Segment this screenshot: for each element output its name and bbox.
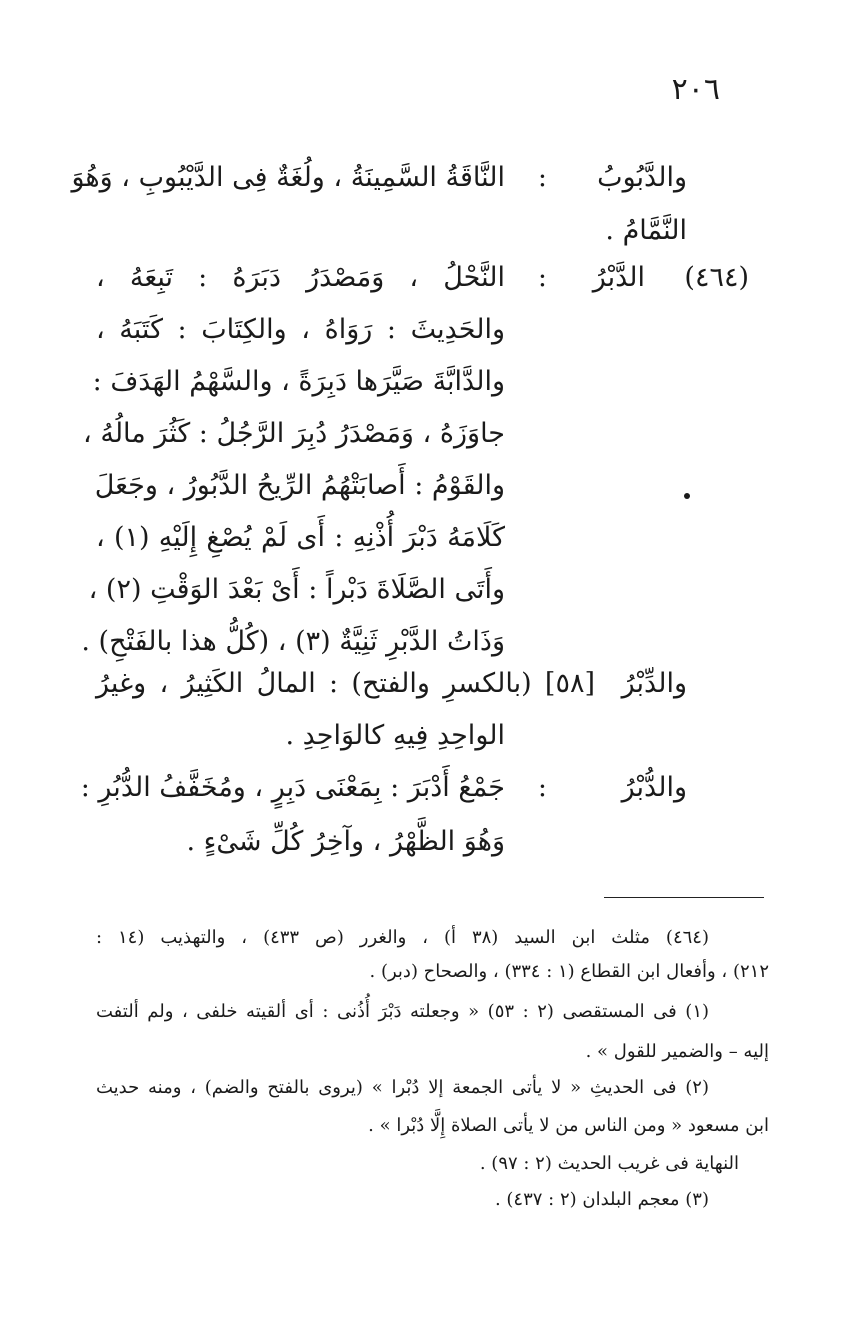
- entry-head-dubr: والدُّبْرُ: [621, 772, 687, 803]
- page-number: ٢٠٦: [671, 72, 720, 107]
- footnote-separator: [604, 897, 764, 898]
- footnote-line: (١) فى المستقصى (٢ : ٥٣) « وجعلته دَبْرَ أُذُنى : أى ألقيته خلفى ، ولم ألتفت: [96, 1001, 710, 1022]
- entry-text-line: الواحِدِ فِيهِ كالوَاحِدِ .: [285, 720, 505, 751]
- entry-text-line: وأَتَى الصَّلَاةَ دَبْراً : أَىْ بَعْدَ الوَقْتِ (٢) ،: [88, 574, 505, 605]
- entry-text-line: النَّمَّامُ .: [605, 215, 687, 246]
- entry-text-line: جاوَزَهُ ، وَمَصْدَرُ دُبِرَ الرَّجُلُ : كَثُرَ مالُهُ ،: [83, 418, 505, 449]
- entry-text-line: كَلَامَهُ دَبْرَ أُذْنِهِ : أَى لَمْ يُصْغِ إِلَيْهِ (١) ،: [96, 522, 505, 553]
- entry-text-line: والدَّابَّةَ صَيَّرَها دَبِرَةً ، والسَّهْمُ الهَدَفَ :: [92, 366, 505, 397]
- entry-number: (٤٦٤): [684, 262, 749, 293]
- entry-text-line: والقَوْمُ : أَصابَتْهُمُ الرِّيحُ الدَّبُورُ ، وجَعَلَ: [94, 470, 505, 501]
- entry-text-line: وَهُوَ الظَّهْرُ ، وآخِرُ كُلِّ شَىْءٍ .: [186, 826, 505, 857]
- entry-separator: :: [537, 772, 547, 803]
- footnote-line: (٤٦٤) مثلث ابن السيد (٣٨ أ) ، والغرر (ص ٤٣٣) ، والتهذيب (١٤ :: [96, 927, 709, 948]
- entry-head-dibr: والدِّبْرُ: [621, 668, 687, 699]
- footnote-line: (٣) معجم البلدان (٢ : ٤٣٧) .: [494, 1189, 709, 1210]
- entry-text-line: النَّحْلُ ، وَمَصْدَرُ دَبَرَهُ : تَبِعَهُ ،: [96, 262, 505, 293]
- footnote-line: ابن مسعود « ومن الناس من لا يأتى الصلاة إِلَّا دُبْرا » .: [368, 1115, 769, 1136]
- entry-head-dabr: الدَّبْرُ: [592, 262, 645, 293]
- entry-separator: :: [537, 262, 547, 293]
- entry-separator: :: [537, 162, 547, 193]
- footnote-line: النهاية فى غريب الحديث (٢ : ٩٧) .: [479, 1153, 739, 1174]
- entry-text-line: جَمْعُ أَدْبَرَ : بِمَعْنَى دَبِرٍ ، ومُخَفَّفُ الدُّبُرِ :: [80, 772, 505, 803]
- entry-text-line: [٥٨] (بالكسرِ والفتح) : المالُ الكَثِيرُ ، وغيرُ: [96, 668, 595, 699]
- footnote-line: إليه – والضمير للقول » .: [585, 1041, 769, 1062]
- margin-dot: [684, 493, 690, 499]
- footnote-line: ٢١٢) ، وأفعال ابن القطاع (١ : ٣٣٤) ، والصحاح (دبر) .: [369, 961, 769, 982]
- entry-text-line: النَّاقَةُ السَّمِينَةُ ، ولُغَةٌ فِى الدَّيْبُوبِ ، وَهُوَ: [71, 162, 505, 193]
- entry-text-line: والحَدِيثَ : رَوَاهُ ، والكِتَابَ : كَتَبَهُ ،: [96, 314, 505, 345]
- entry-text-line: وَذَاتُ الدَّبْرِ ثَنِيَّةٌ (٣) ، (كُلُّ هذا بالفَتْحِ) .: [81, 626, 505, 657]
- entry-head-dabub: والدَّبُوبُ: [597, 162, 687, 193]
- footnote-line: (٢) فى الحديثِ « لا يأتى الجمعة إلا دُبْرا » (يروى بالفتح والضم) ، ومنه حديث: [96, 1077, 709, 1098]
